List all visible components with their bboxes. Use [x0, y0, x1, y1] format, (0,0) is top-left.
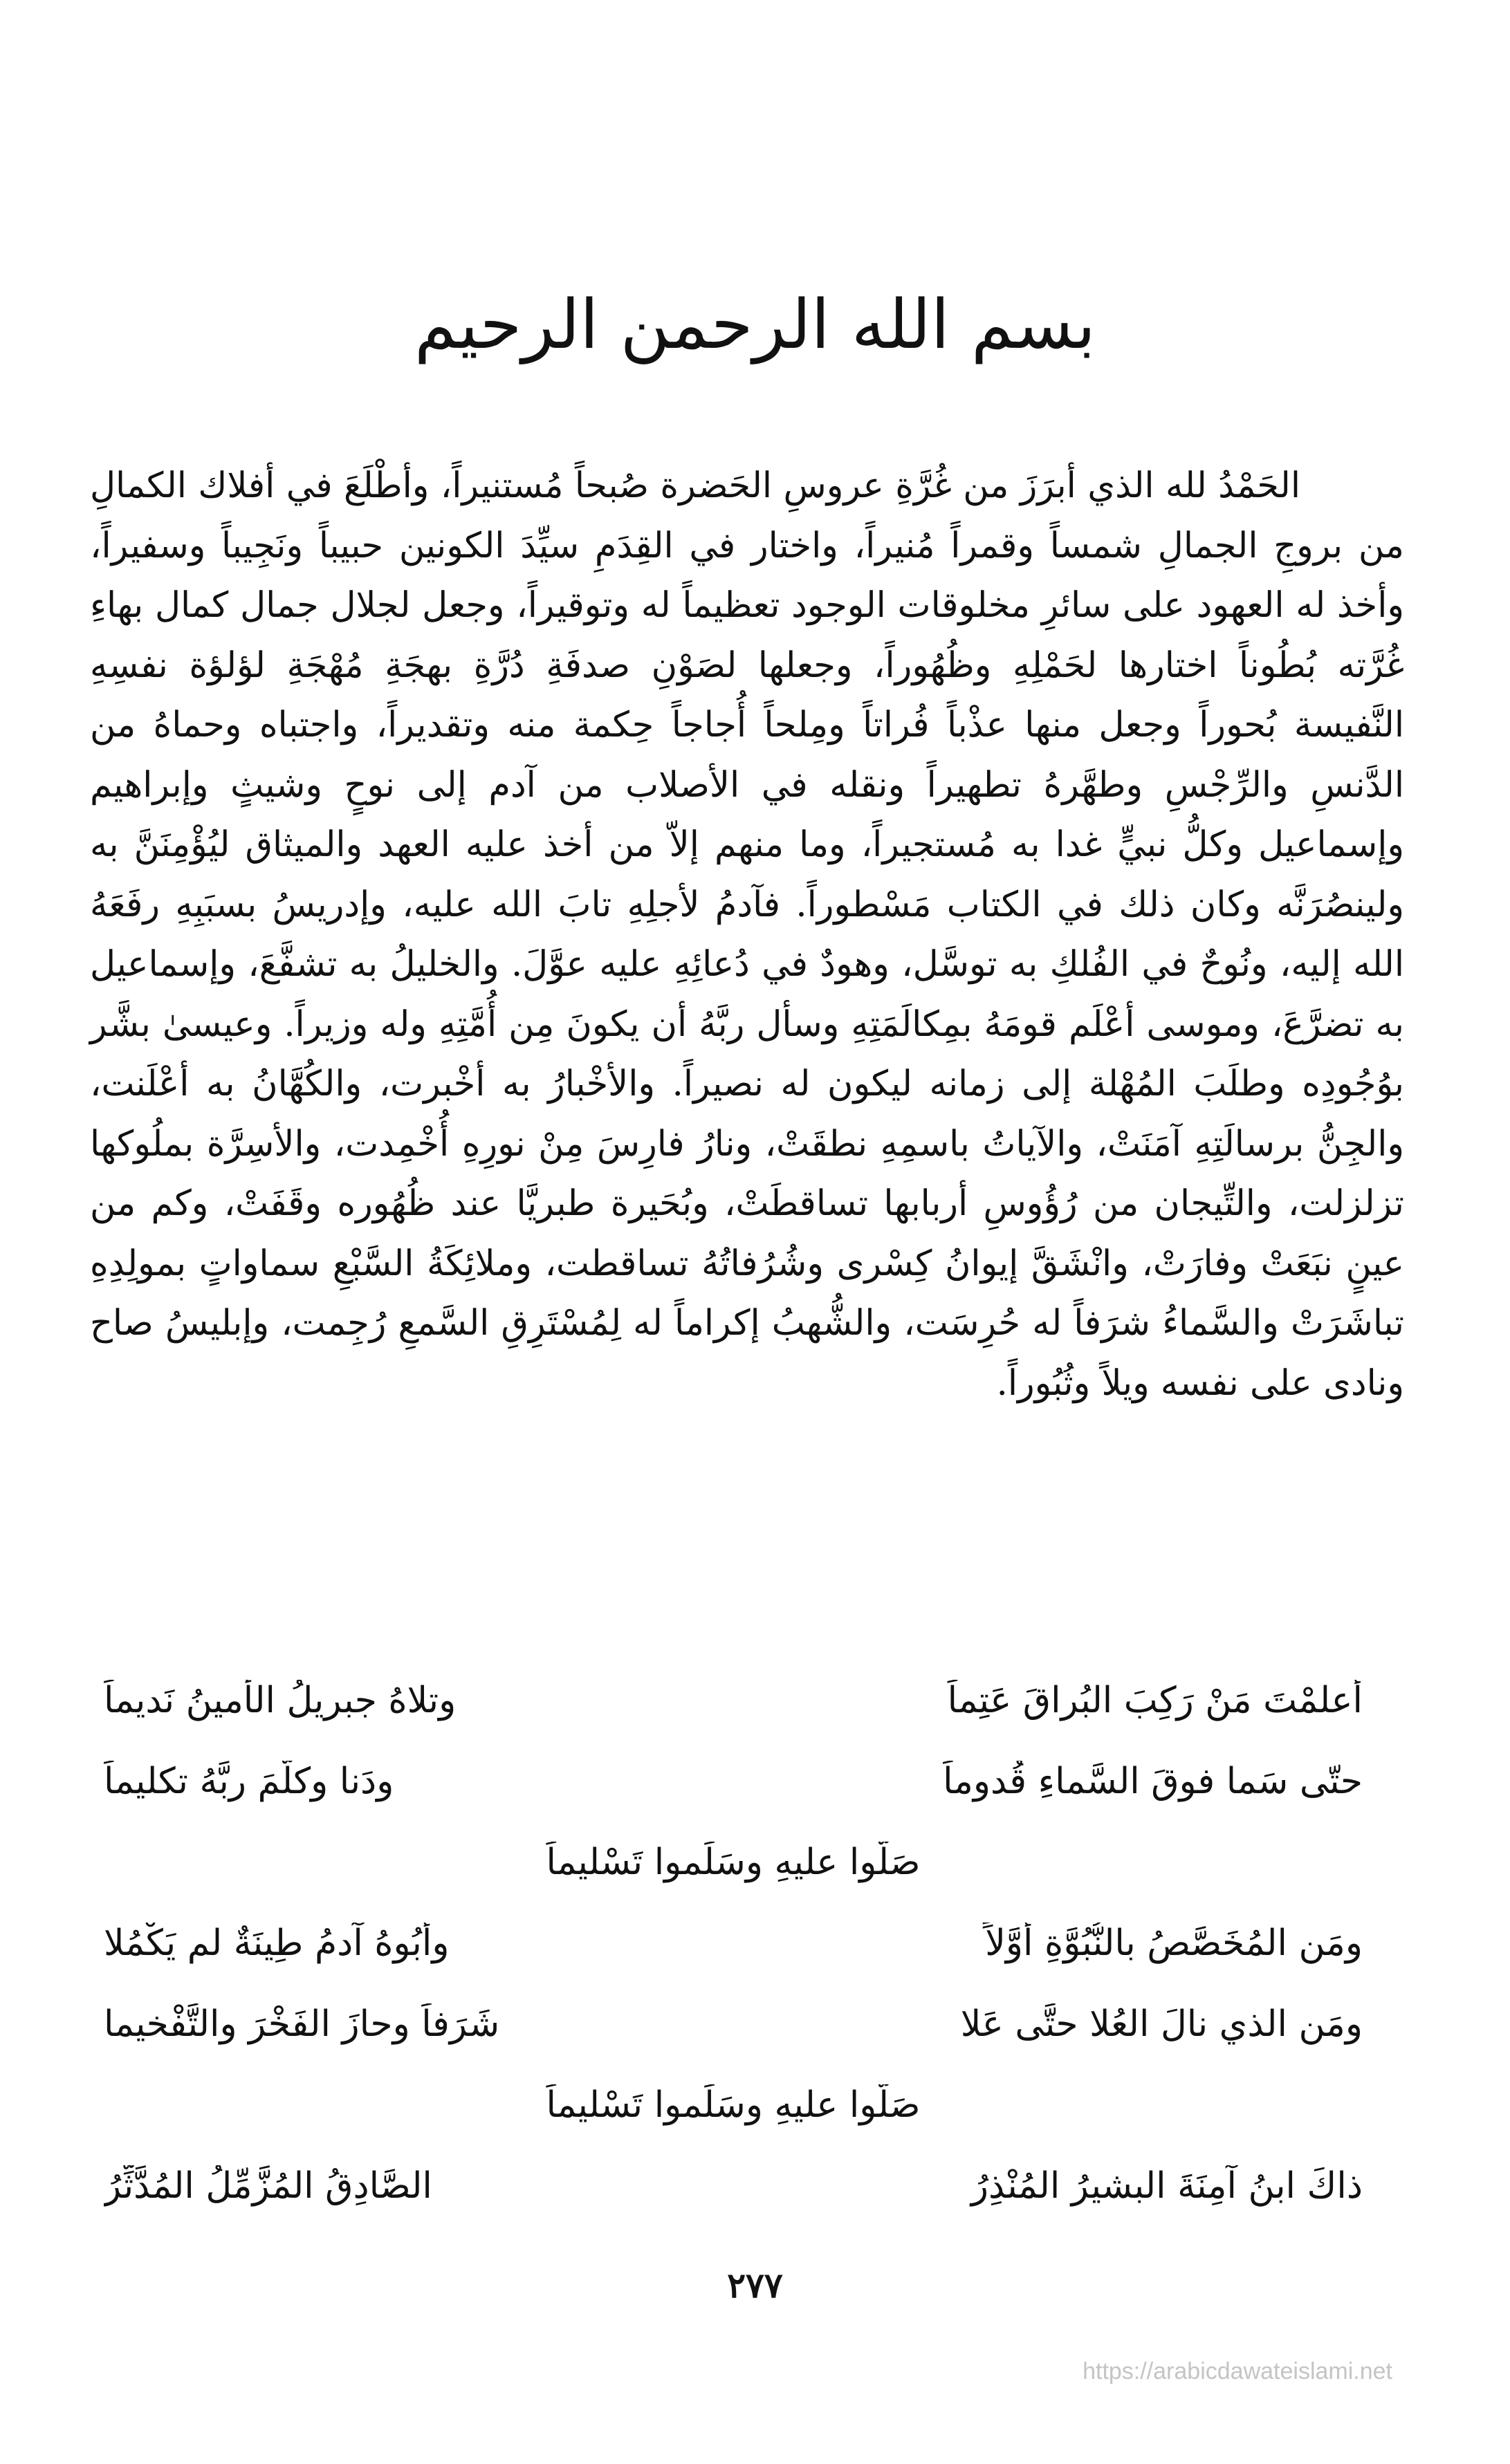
website-watermark: https://arabicdawateislami.net [1083, 2358, 1392, 2384]
verse-1-second-hemistich: وتلاهُ جبريلُ الأمينُ نَديماً [104, 1679, 457, 1721]
poem-verse-3 [104, 1902, 1363, 1983]
poem-verse-4 [104, 1983, 1363, 2064]
verse-2-second-hemistich: ودَنا وكلَّمَ ربَّهُ تكليماً [104, 1760, 394, 1802]
refrain-1-text: صَلُّوا عليهِ وسَلِّموا تَسْليماً [546, 1841, 921, 1883]
poem-verse-5 [104, 2145, 1363, 2226]
verse-1-first-hemistich: أعلمْتَ مَنْ رَكِبَ البُراقَ عَتِماً [947, 1679, 1363, 1721]
prose-paragraph: الحَمْدُ لله الذي أبرَزَ من غُرَّةِ عروسِ الحَضرة صُبحاً مُستنيراً، وأطْلَعَ في أفلاك الكمالِ من بروجِ الجمالِ شمساً وقمراً مُنيراً، واختار في القِدَمِ سيِّدَ الكونين حبيباً ونَجِيباً وسفيراً، وأخذ له العهود على سائرِ مخلوقات الوجود تعظيماً له وتوقيراً، وجعل لجلال جمال كمال بهاءِ غُرَّته بُطُوناً اختارها لحَمْلِهِ وظُهُوراً، وجعلها لصَوْنِ صدفَةِ دُرَّةِ بهجَةِ مُهْجَةِ لؤلؤة نفسِهِ النَّفيسة بُحوراً وجعل منها عذْباً فُراتاً ومِلحاً أُجاجاً حِكمة منه وتقديراً، واجتباه وحماهُ من الدَّنسِ والرِّجْسِ وطهَّرهُ تطهيراً ونقله في الأصلاب من آدم إلى نوحٍ وشيثٍ وإبراهيم وإسماعيل وكلُّ نبيٍّ غدا به مُستجيراً، وما منهم إلاّ من أخذ عليه العهد والميثاق ليُؤْمِنَنَّ به ولينصُرَنَّه وكان ذلك في الكتاب مَسْطوراً. فآدمُ لأجلِهِ تابَ الله عليه، وإدريسُ بسبَبِهِ رفَعَهُ الله إليه، ونُوحٌ في الفُلكِ به توسَّل، وهودٌ في دُعائِهِ عليه عوَّلَ. والخليلُ به تشفَّعَ، وإسماعيل به تضرَّعَ، وموسى أعْلَم قومَهُ بمِكالَمَتِهِ وسأل ربَّهُ أن يكونَ مِن أُمَّتِهِ وله وزيراً. وعيسىٰ بشَّر بوُجُودِه وطلَبَ المُهْلة إلى زمانه ليكون له نصيراً. والأخْبارُ به أخْبرت، والكُهَّانُ به أعْلَنت، والجِنُّ برسالَتِهِ آمَنَتْ، والآياتُ باسمِهِ نطقَتْ، ونارُ فارِسَ مِنْ نورِهِ أُخْمِدت، والأسِرَّة بملُوكها تزلزلت، والتِّيجان من رُؤُوسِ أربابها تساقطَتْ، وبُحَيرة طبريَّا عند ظُهُوره وقَفَتْ، وكم من عينٍ نبَعَتْ وفارَتْ، وانْشَقَّ إيوانُ كِسْرى وشُرُفاتُهُ تساقطت، وملائِكَةُ السَّبْعِ سماواتٍ بمولِدِهِ تباشَرَتْ والسَّماءُ شرَفاً له حُرِسَت، والشُّهبُ إكراماً له لِمُسْتَرِقِ السَّمعِ رُجِمت، وإبليسُ صاح ونادى على نفسه ويلاً وثُبُوراً. [90, 465, 1404, 1404]
poem-refrain-2 [104, 2064, 1363, 2145]
poem-refrain-1 [104, 1822, 1363, 1902]
verse-3-first-hemistich: ومَنِ المُخَصَّصُ بالنُّبُوَّةِ أوَّلاً [985, 1922, 1363, 1964]
verse-4-second-hemistich: شَرَفاً وحازَ الفَخْرَ والتَّفْخيما [104, 2003, 500, 2045]
basmala-calligraphy: بسم الله الرحمن الرحيم [414, 286, 1096, 364]
poem-verse-2 [104, 1741, 1363, 1822]
verse-5-second-hemistich: الصَّادِقُ المُزَّمِّلُ المُدَّثِّرُ [104, 2165, 432, 2207]
verse-4-first-hemistich: ومَنِ الذي نالَ العُلا حتَّى عَلا [960, 2003, 1363, 2045]
poem-verse-1 [104, 1660, 1363, 1741]
page-number: ٢٧٧ [727, 2265, 783, 2306]
verse-3-second-hemistich: وأبُوهُ آدمُ طِينَةٌ لم يَكْمُلا [104, 1922, 450, 1964]
poem [104, 1660, 1363, 2226]
refrain-2-text: صَلُّوا عليهِ وسَلِّموا تَسْليماً [546, 2084, 921, 2126]
verse-2-first-hemistich: حتّى سَما فوقَ السَّماءِ قُدوماً [943, 1760, 1363, 1802]
verse-5-first-hemistich: ذاكَ ابنُ آمِنَةَ البشيرُ المُنْذِرُ [970, 2165, 1363, 2207]
prose-body [90, 456, 1404, 1414]
